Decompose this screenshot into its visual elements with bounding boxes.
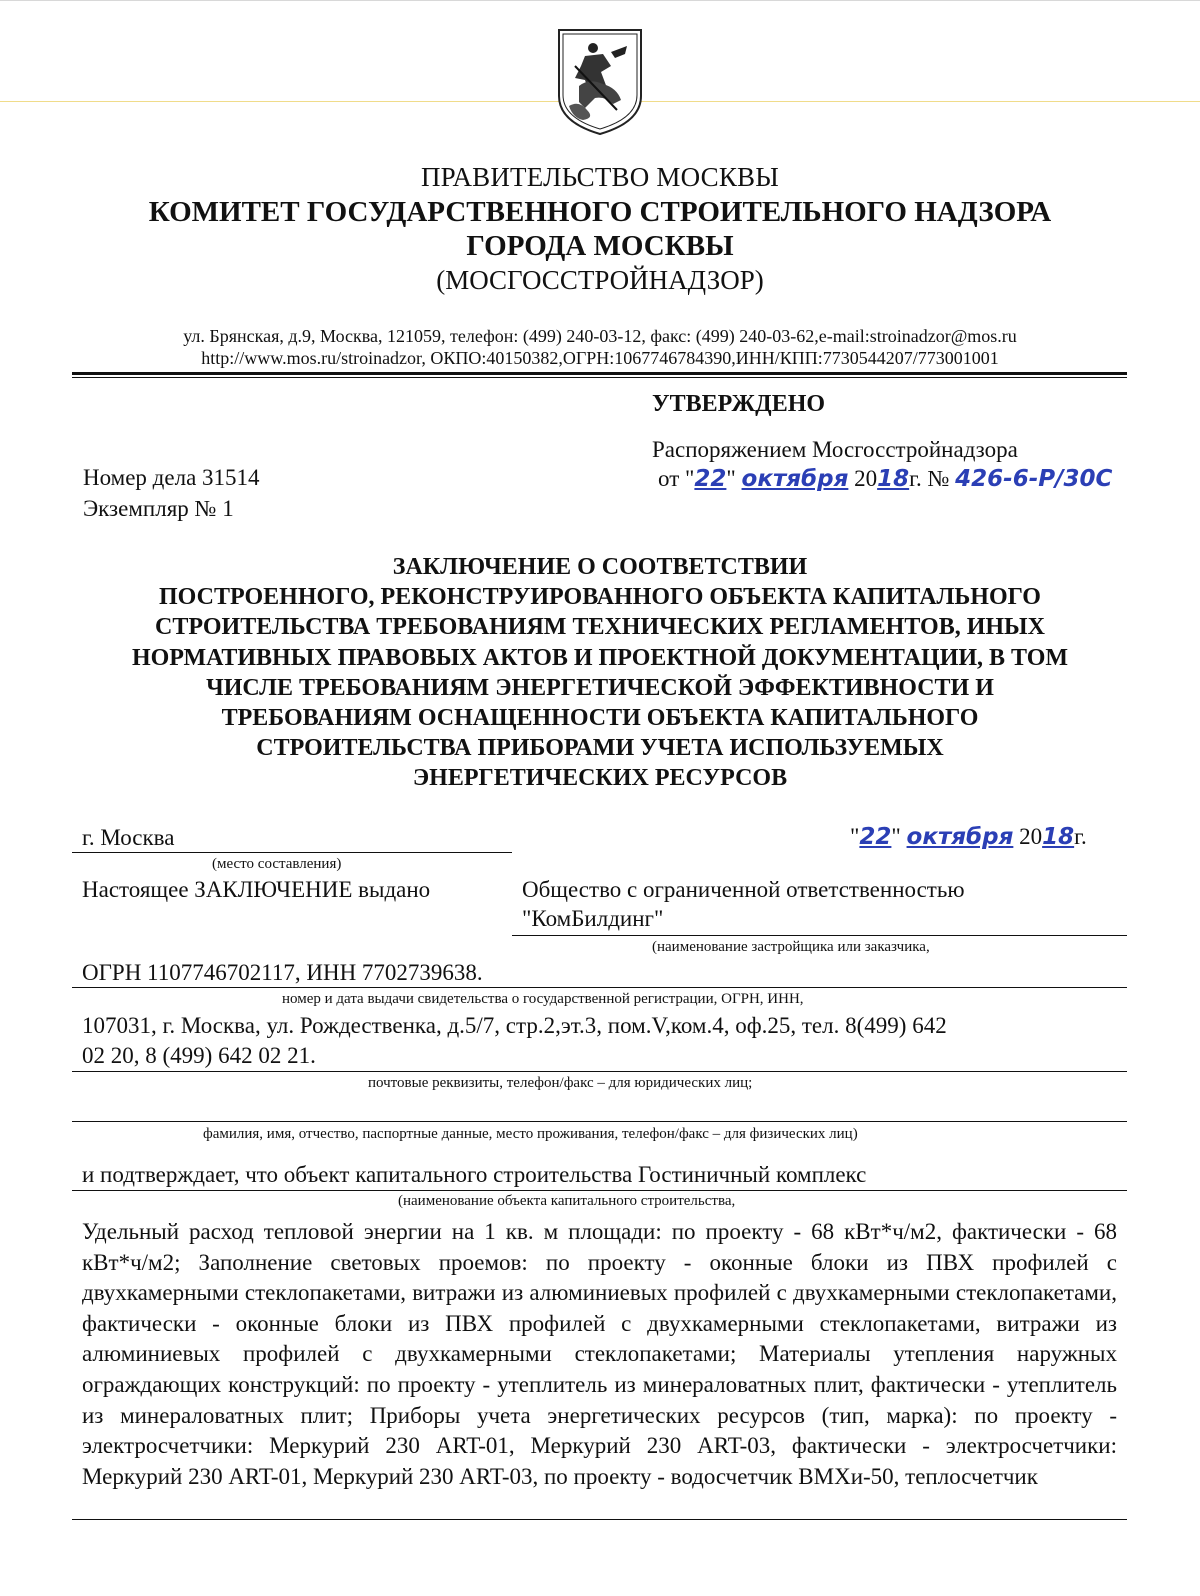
approved-label: УТВЕРЖДЕНО [652,391,826,417]
issue-month-handwritten: октября [906,824,1014,850]
order-from-prefix: от " [658,466,695,491]
committee-abbreviation: (МОСГОССТРОЙНАДЗОР) [436,265,764,295]
postal-caption: почтовые реквизиты, телефон/факс – для юридических лиц; [368,1075,753,1091]
issue-year-prefix: 20 [1019,824,1043,849]
title-line: СТРОИТЕЛЬСТВА ТРЕБОВАНИЯМ ТЕХНИЧЕСКИХ РЕГЛАМЕНТОВ, ИНЫХ [155,614,1045,641]
registration-caption: номер и дата выдачи свидетельства о государственной регистрации, ОГРН, ИНН, [282,991,804,1007]
order-number-prefix: г. № [909,466,950,491]
developer-underline [512,935,1127,936]
developer-caption: (наименование застройщика или заказчика, [652,939,930,955]
order-year-handwritten: 18 [877,466,910,492]
committee-name: КОМИТЕТ ГОСУДАРСТВЕННОГО СТРОИТЕЛЬНОГО НАДЗОРА [148,196,1052,228]
title-line: ТРЕБОВАНИЯМ ОСНАЩЕННОСТИ ОБЪЕКТА КАПИТАЛЬНОГО [221,705,979,732]
issue-date-suffix: г. [1074,824,1087,849]
developer-name-line2: "КомБилдинг" [522,906,664,931]
committee-city: ГОРОДА МОСКВЫ [466,230,734,262]
place-underline [72,852,512,853]
order-month-handwritten: октября [741,466,849,492]
developer-address-line2: 02 20, 8 (499) 642 02 21. [82,1043,316,1068]
body-underline [72,1519,1127,1520]
issue-year-handwritten: 18 [1042,824,1075,850]
title-line: ЭНЕРГЕТИЧЕСКИХ РЕСУРСОВ [412,765,788,792]
order-year-prefix: 20 [854,466,878,491]
government-name: ПРАВИТЕЛЬСТВО МОСКВЫ [420,162,779,192]
ogrn-underline [72,987,1127,988]
confirmation-text: и подтверждает, что объект капитального строительства Гостиничный комплекс [82,1162,867,1187]
place-caption: (место составления) [212,856,342,872]
title-line: ЗАКЛЮЧЕНИЕ О СООТВЕТСТВИИ [392,554,808,580]
approval-order-label: Распоряжением Мосгосстройнадзора [652,437,1018,462]
energy-efficiency-paragraph: Удельный расход тепловой энергии на 1 кв. м площади: по проекту - 68 кВт*ч/м2, фактически - 68 кВт*ч/м2; Заполнение световых проемов: по проекту - оконные блоки из ПВХ профилей с двухкамерными стеклопакетами, витражи из алюминиевых профилей с двухкамерными стеклопакетами, фактически - оконные блоки из ПВХ профилей с двухкамерными стеклопакетами, витражи из алюминиевых профилей с двухкамерными стеклопакетами; Материалы утепления наружных ограждающих конструкций: по проекту - утеплитель из минераловатных плит, фактически - утеплитель из минераловатных плит; Приборы учета энергетических ресурсов (тип, марка): по проекту - электросчетчики: Меркурий 230 ART-01, Меркурий 230 ART-03, фактически - электросчетчики: Меркурий 230 ART-01, Меркурий 230 ART-03, по проекту - водосчетчик ВМХи-50, теплосчетчик [82,1219,1117,1489]
address-underline [72,1071,1127,1072]
developer-ogrn-inn: ОГРН 1107746702117, ИНН 7702739638. [82,960,483,985]
page-top-edge [0,0,1200,1]
approval-order-line: от "22" октября 2018г. № 426-6-Р/30С [658,466,1113,492]
object-caption: (наименование объекта капитального строительства, [398,1193,736,1209]
title-line: ЧИСЛЕ ТРЕБОВАНИЯМ ЭНЕРГЕТИЧЕСКОЙ ЭФФЕКТИВНОСТИ И [206,674,994,701]
developer-address-line1: 107031, г. Москва, ул. Рождественка, д.5/7, стр.2,эт.3, пом.V,ком.4, оф.25, тел. 8(499) 642 [82,1013,947,1038]
physical-person-caption: фамилия, имя, отчество, паспортные данные, место проживания, телефон/факс – для физических лиц) [203,1126,858,1142]
moscow-coat-of-arms-icon [555,26,645,136]
issued-label: Настоящее ЗАКЛЮЧЕНИЕ выдано [82,877,431,902]
title-line: НОРМАТИВНЫХ ПРАВОВЫХ АКТОВ И ПРОЕКТНОЙ ДОКУМЕНТАЦИИ, В ТОМ [131,644,1069,671]
contact-address-line: ул. Брянская, д.9, Москва, 121059, телефон: (499) 240-03-12, факс: (499) 240-03-62,e-mail:stroinadzor@mos.ru [183,326,1017,346]
document-title [60,552,1140,794]
place-value: г. Москва [82,825,175,850]
case-number: Номер дела 31514 [83,465,260,490]
confirmation-underline [72,1190,1127,1191]
order-number-handwritten: 426-6-Р/30С [955,466,1113,492]
order-day-handwritten: 22 [694,466,727,492]
physical-person-underline [72,1121,1127,1122]
issue-date: "22" октября 2018г. [850,824,1087,850]
developer-name-line1: Общество с ограниченной ответственностью [522,877,965,902]
header-rule-thin [72,377,1127,378]
contact-registry-line: http://www.mos.ru/stroinadzor, ОКПО:40150382,ОГРН:1067746784390,ИНН/КПП:7730544207/773001001 [201,348,999,368]
title-line: СТРОИТЕЛЬСТВА ПРИБОРАМИ УЧЕТА ИСПОЛЬЗУЕМЫХ [256,735,944,762]
copy-number: Экземпляр № 1 [83,496,234,521]
title-line: ПОСТРОЕННОГО, РЕКОНСТРУИРОВАННОГО ОБЪЕКТА КАПИТАЛЬНОГО [159,584,1041,611]
issue-day-handwritten: 22 [859,824,892,850]
header-rule-thick [72,372,1127,375]
